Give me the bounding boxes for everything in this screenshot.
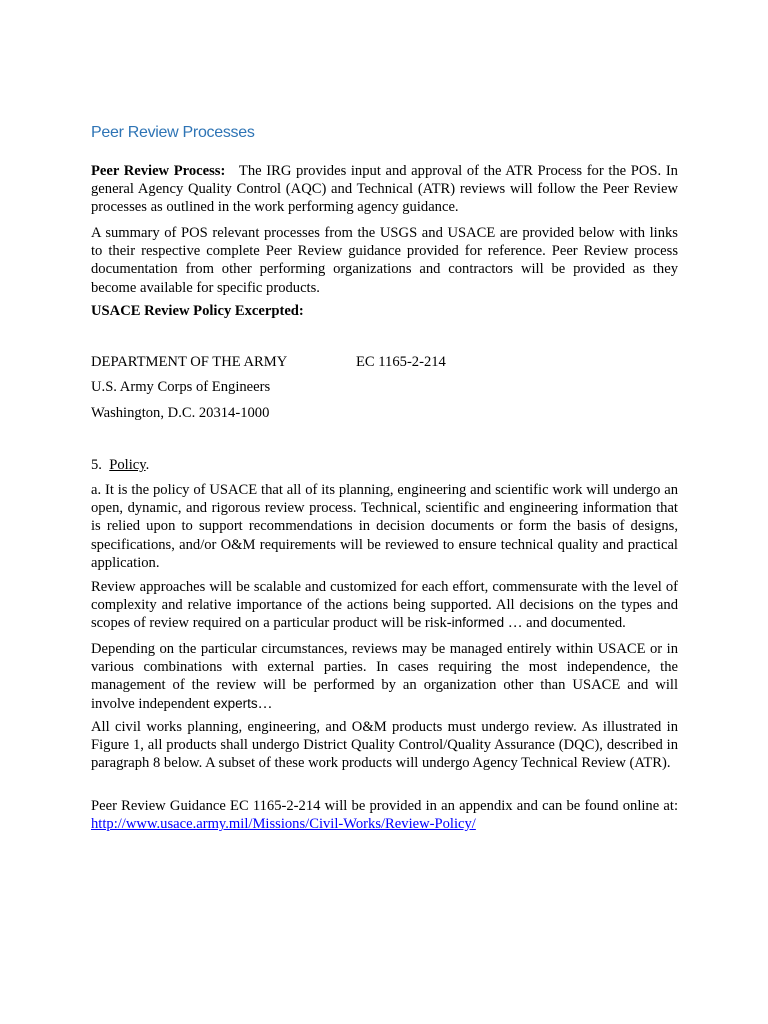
section-number: 5.: [91, 457, 102, 473]
review-approaches-text: Review approaches will be scalable and customized for each effort, commensurate with the level of complexity and relative importance of the actions being supported. All decisions on the types and scopes of review required on a particular product will be risk-: [91, 579, 678, 632]
circumstances-tail: …: [257, 695, 273, 712]
section-period: .: [145, 457, 150, 473]
peer-review-process-label: Peer Review Process:: [91, 163, 226, 179]
guidance-paragraph: [91, 797, 678, 833]
address-corps: U.S. Army Corps of Engineers: [91, 379, 271, 395]
policy-paragraph-a: a. It is the policy of USACE that all of its planning, engineering and scientific work will undergo an open, dynamic, and rigorous review process. Technical, scientific and engineering information that is relied upon to support recommendations in decision documents or form the basis of designs, specifications, and/or O&M requirements will be reviewed to ensure technical quality and practical application.: [91, 482, 678, 571]
circumstances-text: Depending on the particular circumstances, reviews may be managed entirely within USACE or in various combinations with external parties. In cases requiring the most independence, the management of the review will be performed by an organization other than USACE and will involve independent: [91, 641, 678, 712]
summary-paragraph: A summary of POS relevant processes from the USGS and USACE are provided below with links to their respective complete Peer Review guidance provided for reference. Peer Review process documentation from other performing organizations and contractors will be provided as they become available for specific products.: [91, 225, 678, 296]
section-heading: Peer Review Processes: [91, 124, 255, 141]
informed-word: informed: [451, 615, 505, 631]
address-department: DEPARTMENT OF THE ARMY: [91, 354, 288, 370]
review-approaches-tail: … and documented.: [504, 615, 626, 632]
civil-works-paragraph: All civil works planning, engineering, and O&M products must undergo review. As illustrated in Figure 1, all products shall undergo District Quality Control/Quality Assurance (DQC), described in paragraph 8 below. A subset of these work products will undergo Agency Technical Review (ATR).: [91, 719, 678, 772]
section-title: Policy: [109, 457, 146, 473]
policy-excerpt-heading-text: USACE Review Policy Excerpted:: [91, 303, 304, 319]
section-5-heading: [91, 456, 149, 474]
policy-excerpt-heading: [91, 302, 678, 320]
peer-review-process-paragraph: [91, 162, 678, 217]
circumstances-paragraph: [91, 640, 678, 713]
address-city: Washington, D.C. 20314-1000: [91, 405, 270, 421]
ec-number: EC 1165-2-214: [356, 354, 446, 370]
guidance-text: Peer Review Guidance EC 1165-2-214 will be provided in an appendix and can be found online at:: [91, 798, 678, 814]
peer-review-process-text: The IRG provides input and approval of the ATR Process for the POS. In general Agency Quality Control (AQC) and Technical (ATR) reviews will follow the Peer Review processes as outlined in the work performing agency guidance.: [91, 163, 678, 216]
review-approaches-paragraph: [91, 578, 678, 633]
review-policy-link[interactable]: http://www.usace.army.mil/Missions/Civil-Works/Review-Policy/: [91, 816, 476, 833]
experts-word: experts: [213, 695, 258, 711]
